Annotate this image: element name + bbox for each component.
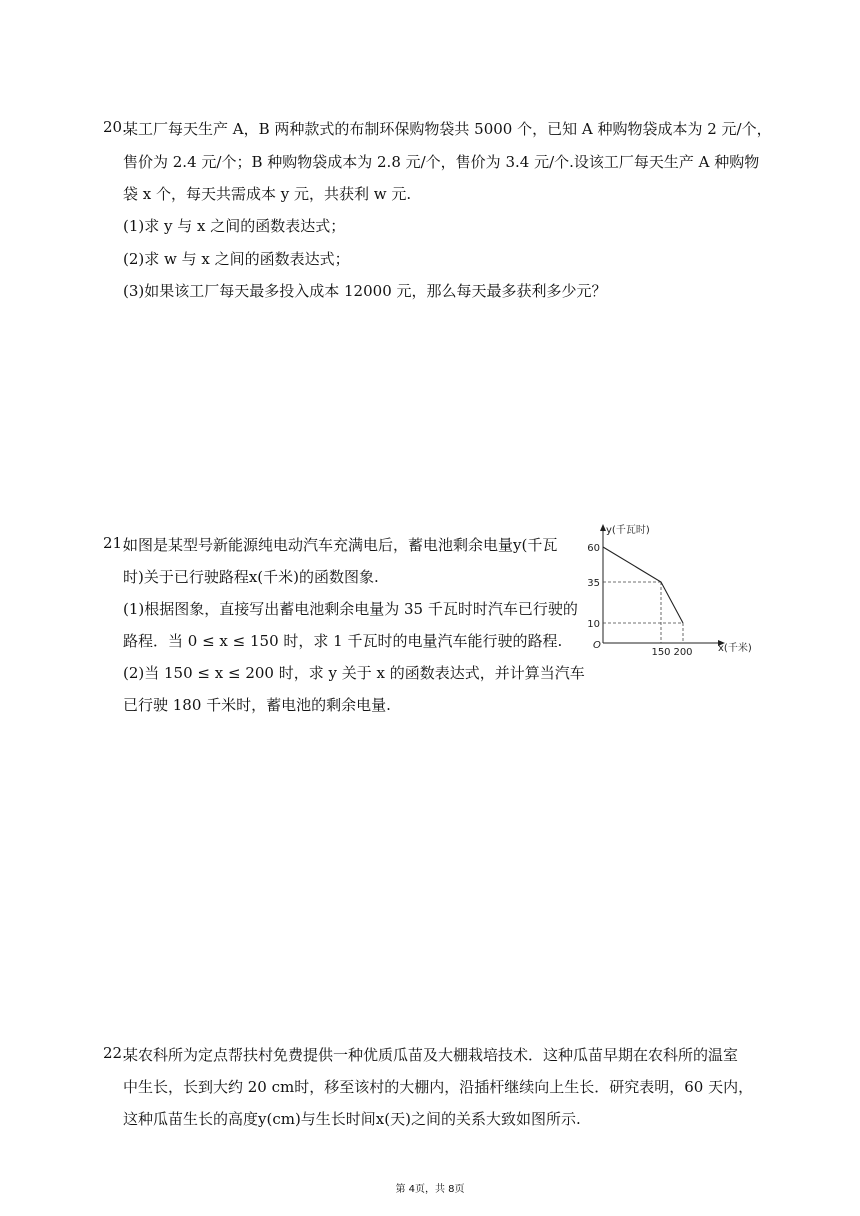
question-line: 如图是某型号新能源纯电动汽车充满电后，蓄电池剩余电量y(千瓦 [123,536,558,554]
x-axis-label: x(千米) [718,643,752,654]
question-number: 20. [103,118,127,136]
question-line: (2)求 w 与 x 之间的函数表达式； [123,250,350,268]
function-graph [580,518,770,658]
origin-label: O [593,640,601,651]
function-line [603,547,683,623]
question-line: 袋 x 个，每天共需成本 y 元，共获利 w 元. [123,185,412,203]
question-line: (1)求 y 与 x 之间的函数表达式； [123,217,346,235]
question-number: 22. [103,1044,127,1062]
question-line: 路程．当 0 ≤ x ≤ 150 时，求 1 千瓦时的电量汽车能行驶的路程. [123,632,563,650]
question-line: 已行驶 180 千米时，蓄电池的剩余电量. [123,696,391,714]
question-line: (3)如果该工厂每天最多投入成本 12000 元，那么每天最多获利多少元？ [123,282,607,300]
y-tick-35: 35 [587,578,600,589]
x-tick-150: 150 [651,647,671,658]
question-line: 时)关于已行驶路程x(千米)的函数图象. [123,568,379,586]
y-tick-60: 60 [587,543,600,554]
page-footer: 第 4页，共 8页 [395,1184,465,1195]
y-axis-label: y(千瓦时) [606,525,650,536]
question-number: 21. [103,534,127,552]
x-tick-200: 200 [673,647,693,658]
question-line: 售价为 2.4 元/个；B 种购物袋成本为 2.8 元/个，售价为 3.4 元/个.设该工厂每天生产 A 种购物 [123,153,760,171]
question-line: 某农科所为定点帮扶村免费提供一种优质瓜苗及大棚栽培技术．这种瓜苗早期在农科所的温室 [123,1046,739,1064]
question-line: 中生长，长到大约 20 cm时，移至该村的大棚内，沿插杆继续向上生长．研究表明，60 天内， [123,1078,754,1096]
question-line: (2)当 150 ≤ x ≤ 200 时，求 y 关于 x 的函数表达式，并计算当汽车 [123,664,585,682]
question-line: 某工厂每天生产 A，B 两种款式的布制环保购物袋共 5000 个，已知 A 种购物袋成本为 2 元/个， [123,120,772,138]
question-line: 这种瓜苗生长的高度y(cm)与生长时间x(天)之间的关系大致如图所示. [123,1110,581,1128]
y-tick-10: 10 [587,619,600,630]
question-line: (1)根据图象，直接写出蓄电池剩余电量为 35 千瓦时时汽车已行驶的 [123,600,578,618]
